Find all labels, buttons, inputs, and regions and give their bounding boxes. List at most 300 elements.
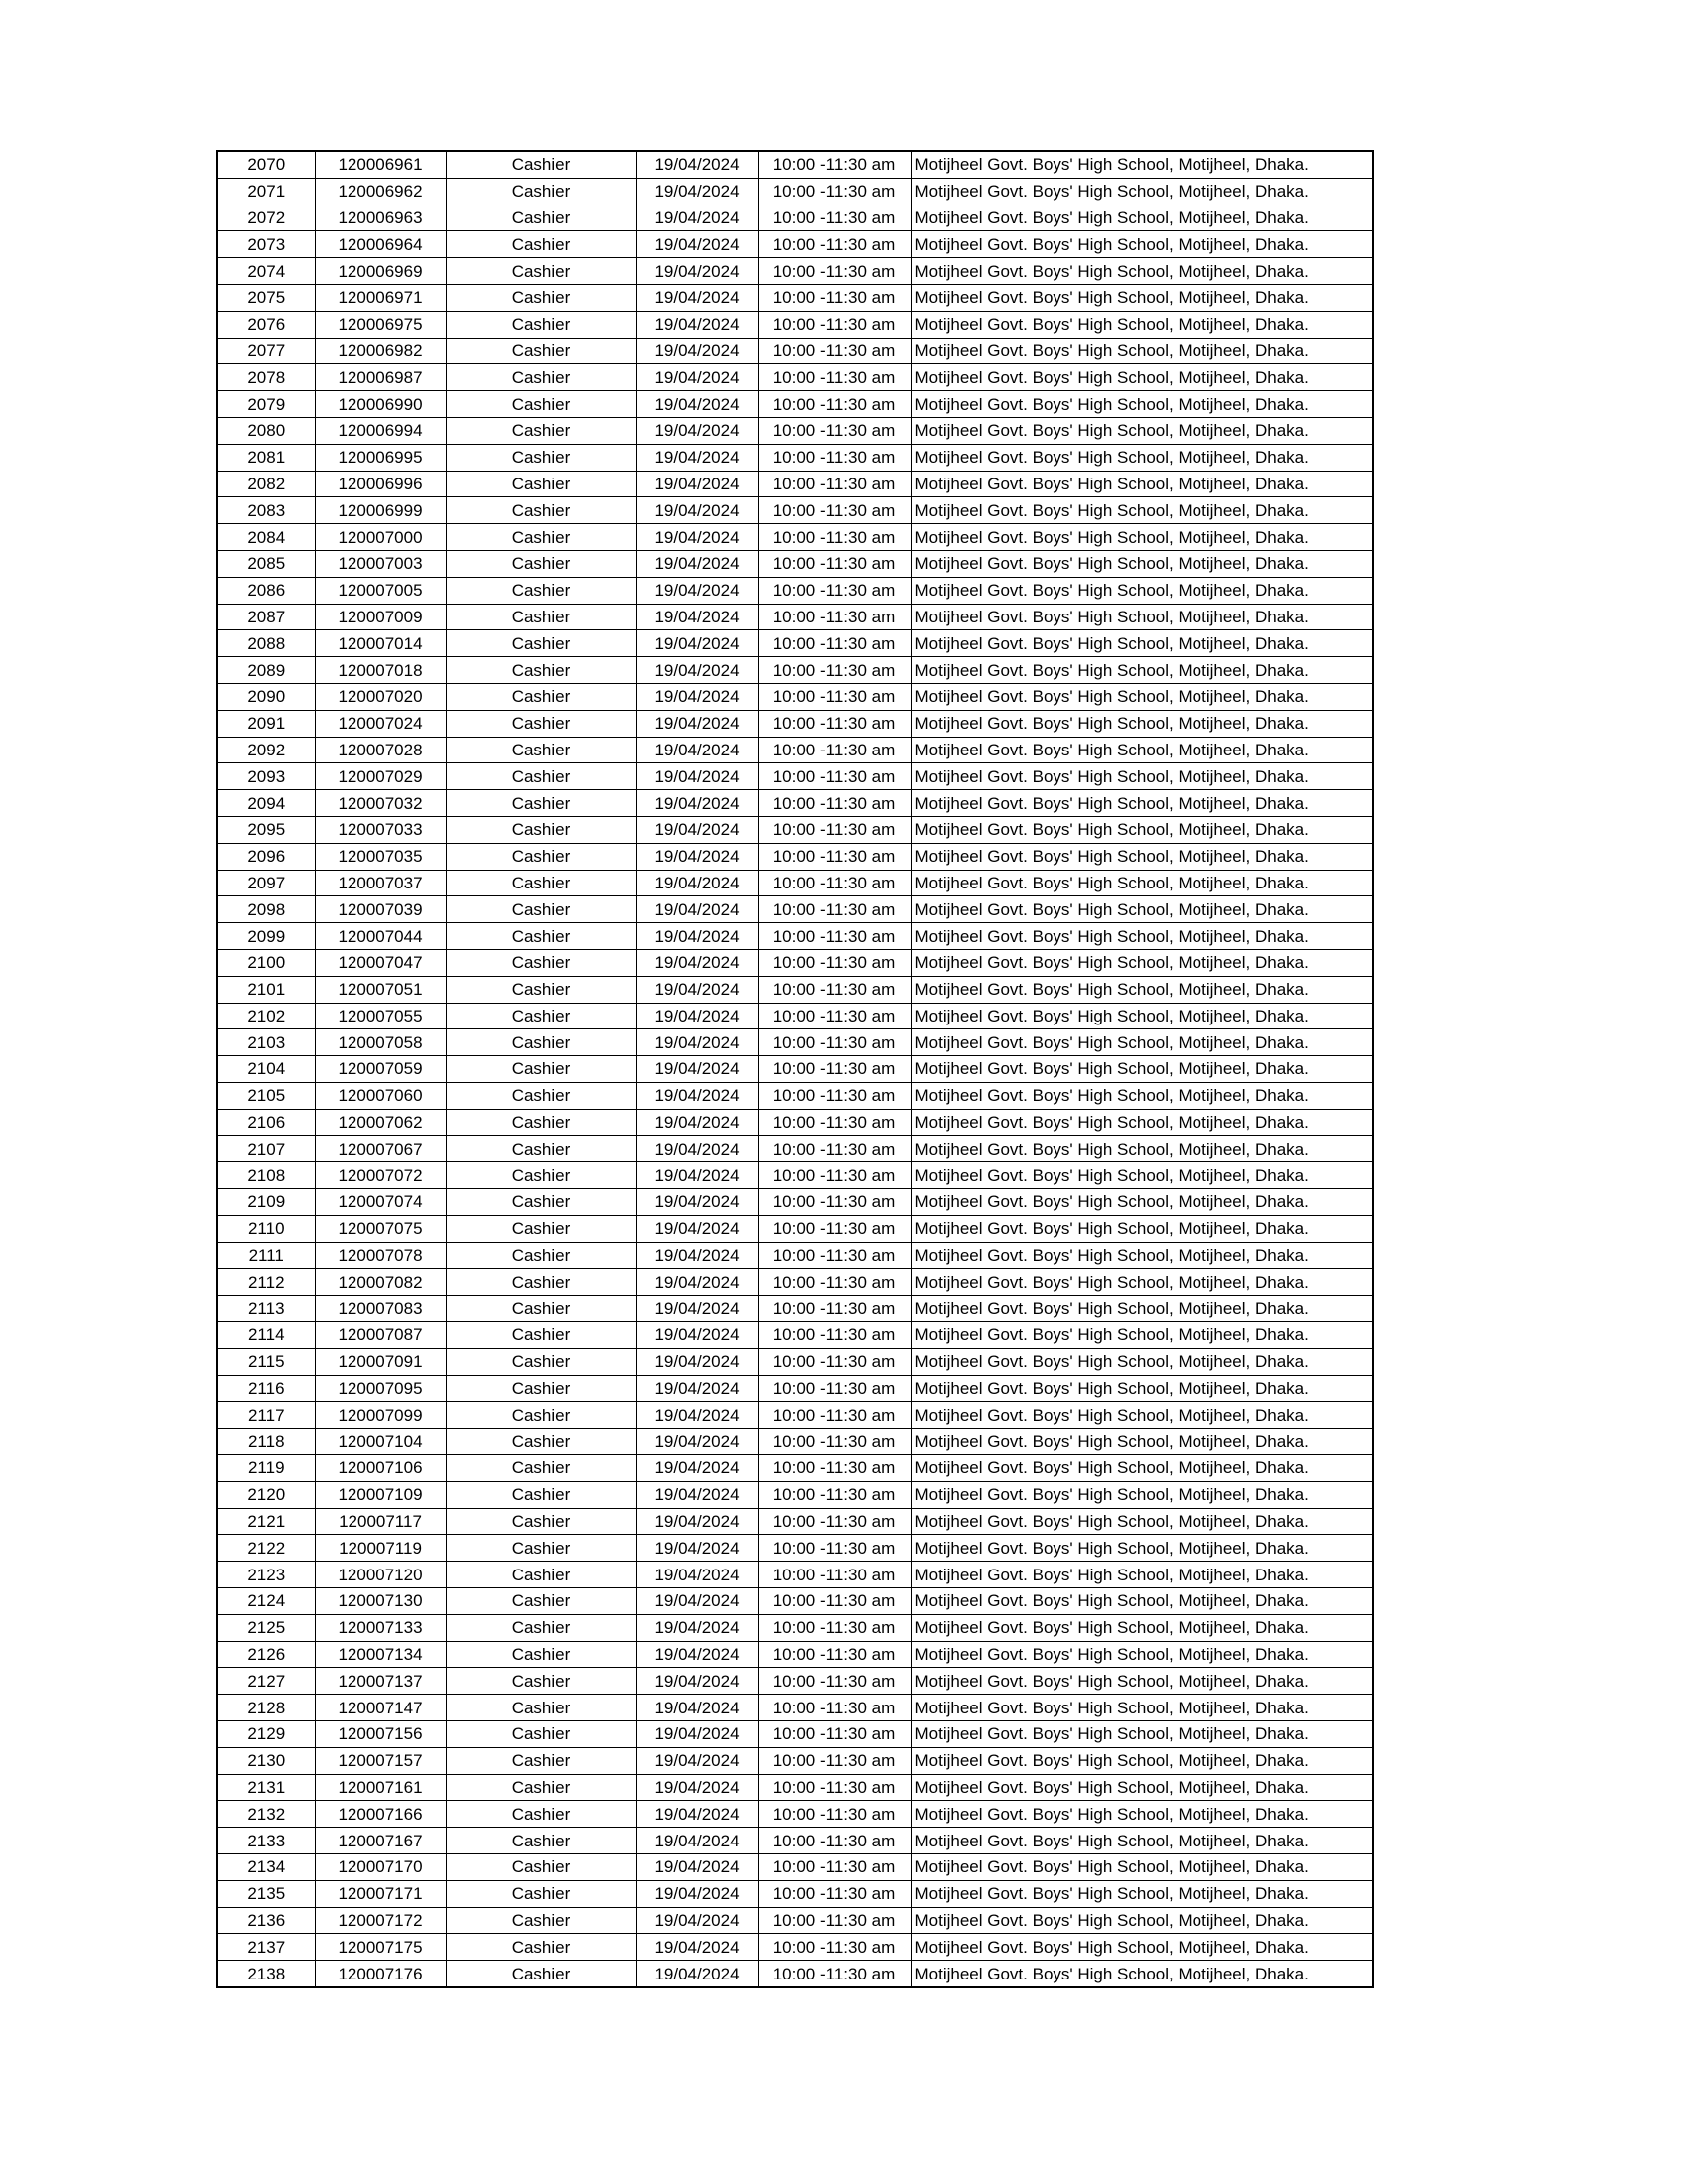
serial-cell: 2088 [217, 630, 315, 657]
post-name-cell: Cashier [446, 737, 636, 763]
exam-venue-cell: Motijheel Govt. Boys' High School, Motijheel, Dhaka. [911, 949, 1373, 976]
exam-date-cell: 19/04/2024 [636, 417, 758, 444]
exam-time-cell: 10:00 -11:30 am [758, 976, 911, 1003]
exam-time-cell: 10:00 -11:30 am [758, 391, 911, 418]
post-name-cell: Cashier [446, 1907, 636, 1934]
serial-cell: 2121 [217, 1508, 315, 1535]
exam-time-cell: 10:00 -11:30 am [758, 151, 911, 178]
roll-number-cell: 120006987 [315, 364, 446, 391]
roll-number-cell: 120007044 [315, 923, 446, 950]
roll-number-cell: 120007024 [315, 710, 446, 737]
roll-number-cell: 120007072 [315, 1162, 446, 1189]
exam-venue-cell: Motijheel Govt. Boys' High School, Motijheel, Dhaka. [911, 1854, 1373, 1881]
exam-venue-cell: Motijheel Govt. Boys' High School, Motijheel, Dhaka. [911, 1774, 1373, 1801]
table-row [217, 1961, 1373, 1987]
exam-time-cell: 10:00 -11:30 am [758, 1828, 911, 1854]
exam-time-cell: 10:00 -11:30 am [758, 870, 911, 896]
exam-venue-cell: Motijheel Govt. Boys' High School, Motijheel, Dhaka. [911, 471, 1373, 497]
post-name-cell: Cashier [446, 524, 636, 551]
serial-cell: 2102 [217, 1003, 315, 1029]
table-row [217, 1854, 1373, 1881]
exam-date-cell: 19/04/2024 [636, 1614, 758, 1641]
post-name-cell: Cashier [446, 1242, 636, 1269]
serial-cell: 2108 [217, 1162, 315, 1189]
table-row [217, 311, 1373, 338]
roll-number-cell: 120006975 [315, 311, 446, 338]
post-name-cell: Cashier [446, 1614, 636, 1641]
table-row [217, 1056, 1373, 1083]
serial-cell: 2095 [217, 816, 315, 843]
exam-time-cell: 10:00 -11:30 am [758, 205, 911, 231]
table-row [217, 1215, 1373, 1242]
roll-number-cell: 120007035 [315, 843, 446, 870]
post-name-cell: Cashier [446, 391, 636, 418]
serial-cell: 2094 [217, 790, 315, 817]
exam-venue-cell: Motijheel Govt. Boys' High School, Motijheel, Dhaka. [911, 923, 1373, 950]
exam-time-cell: 10:00 -11:30 am [758, 657, 911, 684]
table-row [217, 1774, 1373, 1801]
exam-date-cell: 19/04/2024 [636, 338, 758, 364]
exam-date-cell: 19/04/2024 [636, 205, 758, 231]
post-name-cell: Cashier [446, 1402, 636, 1429]
roll-number-cell: 120007083 [315, 1296, 446, 1322]
exam-venue-cell: Motijheel Govt. Boys' High School, Motijheel, Dhaka. [911, 1082, 1373, 1109]
exam-date-cell: 19/04/2024 [636, 1774, 758, 1801]
table-row [217, 1375, 1373, 1402]
exam-date-cell: 19/04/2024 [636, 1003, 758, 1029]
table-row [217, 1562, 1373, 1588]
roll-number-cell: 120007051 [315, 976, 446, 1003]
roll-number-cell: 120007156 [315, 1721, 446, 1748]
post-name-cell: Cashier [446, 284, 636, 311]
serial-cell: 2125 [217, 1614, 315, 1641]
exam-time-cell: 10:00 -11:30 am [758, 577, 911, 604]
exam-time-cell: 10:00 -11:30 am [758, 1641, 911, 1668]
exam-date-cell: 19/04/2024 [636, 657, 758, 684]
exam-venue-cell: Motijheel Govt. Boys' High School, Motijheel, Dhaka. [911, 417, 1373, 444]
exam-time-cell: 10:00 -11:30 am [758, 816, 911, 843]
serial-cell: 2111 [217, 1242, 315, 1269]
table-row [217, 1668, 1373, 1695]
exam-date-cell: 19/04/2024 [636, 1668, 758, 1695]
post-name-cell: Cashier [446, 1774, 636, 1801]
exam-date-cell: 19/04/2024 [636, 843, 758, 870]
serial-cell: 2126 [217, 1641, 315, 1668]
post-name-cell: Cashier [446, 1322, 636, 1349]
exam-date-cell: 19/04/2024 [636, 737, 758, 763]
roll-number-cell: 120007095 [315, 1375, 446, 1402]
exam-date-cell: 19/04/2024 [636, 1961, 758, 1987]
exam-venue-cell: Motijheel Govt. Boys' High School, Motijheel, Dhaka. [911, 1162, 1373, 1189]
exam-date-cell: 19/04/2024 [636, 1588, 758, 1615]
serial-cell: 2082 [217, 471, 315, 497]
roll-number-cell: 120007032 [315, 790, 446, 817]
exam-time-cell: 10:00 -11:30 am [758, 258, 911, 285]
table-row [217, 364, 1373, 391]
exam-date-cell: 19/04/2024 [636, 1695, 758, 1721]
exam-date-cell: 19/04/2024 [636, 444, 758, 471]
exam-time-cell: 10:00 -11:30 am [758, 1508, 911, 1535]
exam-venue-cell: Motijheel Govt. Boys' High School, Motijheel, Dhaka. [911, 1747, 1373, 1774]
post-name-cell: Cashier [446, 1747, 636, 1774]
exam-date-cell: 19/04/2024 [636, 284, 758, 311]
serial-cell: 2137 [217, 1934, 315, 1961]
exam-date-cell: 19/04/2024 [636, 949, 758, 976]
post-name-cell: Cashier [446, 657, 636, 684]
exam-date-cell: 19/04/2024 [636, 577, 758, 604]
exam-date-cell: 19/04/2024 [636, 1562, 758, 1588]
exam-time-cell: 10:00 -11:30 am [758, 1429, 911, 1455]
exam-venue-cell: Motijheel Govt. Boys' High School, Motijheel, Dhaka. [911, 311, 1373, 338]
exam-venue-cell: Motijheel Govt. Boys' High School, Motijheel, Dhaka. [911, 683, 1373, 710]
exam-venue-cell: Motijheel Govt. Boys' High School, Motijheel, Dhaka. [911, 1695, 1373, 1721]
exam-time-cell: 10:00 -11:30 am [758, 737, 911, 763]
table-row [217, 205, 1373, 231]
exam-date-cell: 19/04/2024 [636, 1215, 758, 1242]
exam-date-cell: 19/04/2024 [636, 258, 758, 285]
exam-time-cell: 10:00 -11:30 am [758, 604, 911, 630]
exam-time-cell: 10:00 -11:30 am [758, 1162, 911, 1189]
exam-time-cell: 10:00 -11:30 am [758, 1189, 911, 1216]
roll-number-cell: 120007067 [315, 1136, 446, 1162]
post-name-cell: Cashier [446, 364, 636, 391]
roll-number-cell: 120007018 [315, 657, 446, 684]
exam-time-cell: 10:00 -11:30 am [758, 231, 911, 258]
serial-cell: 2104 [217, 1056, 315, 1083]
post-name-cell: Cashier [446, 1695, 636, 1721]
table-row [217, 604, 1373, 630]
exam-venue-cell: Motijheel Govt. Boys' High School, Motijheel, Dhaka. [911, 1429, 1373, 1455]
post-name-cell: Cashier [446, 1961, 636, 1987]
exam-venue-cell: Motijheel Govt. Boys' High School, Motijheel, Dhaka. [911, 1721, 1373, 1748]
roll-number-cell: 120007028 [315, 737, 446, 763]
exam-time-cell: 10:00 -11:30 am [758, 1003, 911, 1029]
table-row [217, 1242, 1373, 1269]
table-row [217, 1296, 1373, 1322]
serial-cell: 2112 [217, 1269, 315, 1296]
serial-cell: 2135 [217, 1880, 315, 1907]
roll-number-cell: 120007133 [315, 1614, 446, 1641]
roll-number-cell: 120007170 [315, 1854, 446, 1881]
exam-time-cell: 10:00 -11:30 am [758, 1562, 911, 1588]
exam-venue-cell: Motijheel Govt. Boys' High School, Motijheel, Dhaka. [911, 1348, 1373, 1375]
roll-number-cell: 120007062 [315, 1109, 446, 1136]
roll-number-cell: 120006961 [315, 151, 446, 178]
roll-number-cell: 120006995 [315, 444, 446, 471]
serial-cell: 2133 [217, 1828, 315, 1854]
post-name-cell: Cashier [446, 763, 636, 790]
serial-cell: 2085 [217, 550, 315, 577]
serial-cell: 2136 [217, 1907, 315, 1934]
post-name-cell: Cashier [446, 417, 636, 444]
roll-number-cell: 120007137 [315, 1668, 446, 1695]
exam-venue-cell: Motijheel Govt. Boys' High School, Motijheel, Dhaka. [911, 205, 1373, 231]
exam-time-cell: 10:00 -11:30 am [758, 790, 911, 817]
roll-number-cell: 120007106 [315, 1455, 446, 1482]
table-row [217, 391, 1373, 418]
roll-number-cell: 120007047 [315, 949, 446, 976]
roll-number-cell: 120007020 [315, 683, 446, 710]
post-name-cell: Cashier [446, 1136, 636, 1162]
post-name-cell: Cashier [446, 1801, 636, 1828]
exam-date-cell: 19/04/2024 [636, 1348, 758, 1375]
exam-time-cell: 10:00 -11:30 am [758, 1056, 911, 1083]
serial-cell: 2103 [217, 1029, 315, 1056]
table-row [217, 1641, 1373, 1668]
serial-cell: 2072 [217, 205, 315, 231]
exam-venue-cell: Motijheel Govt. Boys' High School, Motijheel, Dhaka. [911, 258, 1373, 285]
serial-cell: 2118 [217, 1429, 315, 1455]
serial-cell: 2132 [217, 1801, 315, 1828]
exam-date-cell: 19/04/2024 [636, 1934, 758, 1961]
exam-venue-cell: Motijheel Govt. Boys' High School, Motijheel, Dhaka. [911, 604, 1373, 630]
post-name-cell: Cashier [446, 816, 636, 843]
exam-date-cell: 19/04/2024 [636, 550, 758, 577]
exam-date-cell: 19/04/2024 [636, 976, 758, 1003]
table-row [217, 524, 1373, 551]
post-name-cell: Cashier [446, 870, 636, 896]
serial-cell: 2124 [217, 1588, 315, 1615]
post-name-cell: Cashier [446, 1162, 636, 1189]
exam-venue-cell: Motijheel Govt. Boys' High School, Motijheel, Dhaka. [911, 1455, 1373, 1482]
serial-cell: 2097 [217, 870, 315, 896]
roll-number-cell: 120006999 [315, 497, 446, 524]
exam-venue-cell: Motijheel Govt. Boys' High School, Motijheel, Dhaka. [911, 577, 1373, 604]
exam-date-cell: 19/04/2024 [636, 364, 758, 391]
post-name-cell: Cashier [446, 1641, 636, 1668]
post-name-cell: Cashier [446, 550, 636, 577]
serial-cell: 2090 [217, 683, 315, 710]
roll-number-cell: 120007134 [315, 1641, 446, 1668]
serial-cell: 2134 [217, 1854, 315, 1881]
exam-date-cell: 19/04/2024 [636, 1535, 758, 1562]
exam-venue-cell: Motijheel Govt. Boys' High School, Motijheel, Dhaka. [911, 1508, 1373, 1535]
exam-time-cell: 10:00 -11:30 am [758, 417, 911, 444]
roll-number-cell: 120007091 [315, 1348, 446, 1375]
exam-venue-cell: Motijheel Govt. Boys' High School, Motijheel, Dhaka. [911, 231, 1373, 258]
exam-date-cell: 19/04/2024 [636, 1747, 758, 1774]
post-name-cell: Cashier [446, 205, 636, 231]
roll-number-cell: 120006962 [315, 178, 446, 205]
exam-time-cell: 10:00 -11:30 am [758, 338, 911, 364]
exam-date-cell: 19/04/2024 [636, 1375, 758, 1402]
exam-date-cell: 19/04/2024 [636, 1907, 758, 1934]
post-name-cell: Cashier [446, 710, 636, 737]
table-row [217, 763, 1373, 790]
table-row [217, 1029, 1373, 1056]
serial-cell: 2070 [217, 151, 315, 178]
roll-number-cell: 120007119 [315, 1535, 446, 1562]
post-name-cell: Cashier [446, 444, 636, 471]
roll-number-cell: 120006982 [315, 338, 446, 364]
exam-date-cell: 19/04/2024 [636, 1481, 758, 1508]
exam-time-cell: 10:00 -11:30 am [758, 1029, 911, 1056]
serial-cell: 2100 [217, 949, 315, 976]
exam-time-cell: 10:00 -11:30 am [758, 471, 911, 497]
serial-cell: 2084 [217, 524, 315, 551]
exam-date-cell: 19/04/2024 [636, 391, 758, 418]
roll-number-cell: 120007117 [315, 1508, 446, 1535]
post-name-cell: Cashier [446, 630, 636, 657]
post-name-cell: Cashier [446, 604, 636, 630]
roll-number-cell: 120007074 [315, 1189, 446, 1216]
exam-venue-cell: Motijheel Govt. Boys' High School, Motijheel, Dhaka. [911, 550, 1373, 577]
roll-number-cell: 120007029 [315, 763, 446, 790]
serial-cell: 2099 [217, 923, 315, 950]
exam-schedule-table [216, 150, 1374, 1988]
exam-venue-cell: Motijheel Govt. Boys' High School, Motijheel, Dhaka. [911, 497, 1373, 524]
table-row [217, 657, 1373, 684]
exam-venue-cell: Motijheel Govt. Boys' High School, Motijheel, Dhaka. [911, 1907, 1373, 1934]
table-row [217, 843, 1373, 870]
post-name-cell: Cashier [446, 311, 636, 338]
exam-venue-cell: Motijheel Govt. Boys' High School, Motijheel, Dhaka. [911, 1880, 1373, 1907]
serial-cell: 2092 [217, 737, 315, 763]
serial-cell: 2076 [217, 311, 315, 338]
table-row [217, 1614, 1373, 1641]
roll-number-cell: 120007120 [315, 1562, 446, 1588]
roll-number-cell: 120007172 [315, 1907, 446, 1934]
serial-cell: 2086 [217, 577, 315, 604]
roll-number-cell: 120006994 [315, 417, 446, 444]
roll-number-cell: 120007037 [315, 870, 446, 896]
exam-date-cell: 19/04/2024 [636, 870, 758, 896]
table-row [217, 444, 1373, 471]
roll-number-cell: 120006963 [315, 205, 446, 231]
exam-time-cell: 10:00 -11:30 am [758, 497, 911, 524]
post-name-cell: Cashier [446, 1721, 636, 1748]
table-row [217, 1535, 1373, 1562]
exam-time-cell: 10:00 -11:30 am [758, 1322, 911, 1349]
roll-number-cell: 120007176 [315, 1961, 446, 1987]
table-row [217, 923, 1373, 950]
roll-number-cell: 120007104 [315, 1429, 446, 1455]
exam-date-cell: 19/04/2024 [636, 151, 758, 178]
exam-time-cell: 10:00 -11:30 am [758, 1934, 911, 1961]
serial-cell: 2127 [217, 1668, 315, 1695]
post-name-cell: Cashier [446, 1348, 636, 1375]
exam-time-cell: 10:00 -11:30 am [758, 1242, 911, 1269]
roll-number-cell: 120007171 [315, 1880, 446, 1907]
exam-date-cell: 19/04/2024 [636, 1109, 758, 1136]
post-name-cell: Cashier [446, 1588, 636, 1615]
serial-cell: 2110 [217, 1215, 315, 1242]
serial-cell: 2128 [217, 1695, 315, 1721]
serial-cell: 2116 [217, 1375, 315, 1402]
exam-date-cell: 19/04/2024 [636, 471, 758, 497]
table-row [217, 1402, 1373, 1429]
table-row [217, 1109, 1373, 1136]
exam-date-cell: 19/04/2024 [636, 710, 758, 737]
post-name-cell: Cashier [446, 1880, 636, 1907]
serial-cell: 2117 [217, 1402, 315, 1429]
exam-time-cell: 10:00 -11:30 am [758, 1269, 911, 1296]
exam-time-cell: 10:00 -11:30 am [758, 178, 911, 205]
table-row [217, 1747, 1373, 1774]
exam-time-cell: 10:00 -11:30 am [758, 1296, 911, 1322]
exam-date-cell: 19/04/2024 [636, 763, 758, 790]
roll-number-cell: 120007082 [315, 1269, 446, 1296]
roll-number-cell: 120007033 [315, 816, 446, 843]
post-name-cell: Cashier [446, 338, 636, 364]
post-name-cell: Cashier [446, 683, 636, 710]
roll-number-cell: 120007059 [315, 1056, 446, 1083]
exam-date-cell: 19/04/2024 [636, 1056, 758, 1083]
exam-date-cell: 19/04/2024 [636, 1269, 758, 1296]
roll-number-cell: 120007099 [315, 1402, 446, 1429]
exam-date-cell: 19/04/2024 [636, 896, 758, 923]
exam-venue-cell: Motijheel Govt. Boys' High School, Motijheel, Dhaka. [911, 391, 1373, 418]
table-row [217, 471, 1373, 497]
exam-date-cell: 19/04/2024 [636, 1828, 758, 1854]
post-name-cell: Cashier [446, 471, 636, 497]
exam-time-cell: 10:00 -11:30 am [758, 1375, 911, 1402]
exam-venue-cell: Motijheel Govt. Boys' High School, Motijheel, Dhaka. [911, 1961, 1373, 1987]
post-name-cell: Cashier [446, 896, 636, 923]
post-name-cell: Cashier [446, 1082, 636, 1109]
exam-time-cell: 10:00 -11:30 am [758, 1614, 911, 1641]
exam-time-cell: 10:00 -11:30 am [758, 949, 911, 976]
table-row [217, 1003, 1373, 1029]
exam-time-cell: 10:00 -11:30 am [758, 1668, 911, 1695]
table-row [217, 577, 1373, 604]
serial-cell: 2083 [217, 497, 315, 524]
exam-venue-cell: Motijheel Govt. Boys' High School, Motijheel, Dhaka. [911, 1562, 1373, 1588]
roll-number-cell: 120007005 [315, 577, 446, 604]
post-name-cell: Cashier [446, 1481, 636, 1508]
post-name-cell: Cashier [446, 178, 636, 205]
post-name-cell: Cashier [446, 577, 636, 604]
exam-date-cell: 19/04/2024 [636, 1880, 758, 1907]
exam-venue-cell: Motijheel Govt. Boys' High School, Motijheel, Dhaka. [911, 1828, 1373, 1854]
exam-date-cell: 19/04/2024 [636, 1641, 758, 1668]
exam-venue-cell: Motijheel Govt. Boys' High School, Motijheel, Dhaka. [911, 710, 1373, 737]
exam-date-cell: 19/04/2024 [636, 630, 758, 657]
exam-date-cell: 19/04/2024 [636, 1508, 758, 1535]
exam-time-cell: 10:00 -11:30 am [758, 1535, 911, 1562]
exam-venue-cell: Motijheel Govt. Boys' High School, Motijheel, Dhaka. [911, 284, 1373, 311]
exam-venue-cell: Motijheel Govt. Boys' High School, Motijheel, Dhaka. [911, 1003, 1373, 1029]
serial-cell: 2071 [217, 178, 315, 205]
post-name-cell: Cashier [446, 1269, 636, 1296]
exam-date-cell: 19/04/2024 [636, 816, 758, 843]
exam-date-cell: 19/04/2024 [636, 1242, 758, 1269]
exam-time-cell: 10:00 -11:30 am [758, 630, 911, 657]
table-row [217, 1189, 1373, 1216]
serial-cell: 2122 [217, 1535, 315, 1562]
post-name-cell: Cashier [446, 976, 636, 1003]
post-name-cell: Cashier [446, 1429, 636, 1455]
post-name-cell: Cashier [446, 1854, 636, 1881]
post-name-cell: Cashier [446, 1934, 636, 1961]
roll-number-cell: 120007009 [315, 604, 446, 630]
serial-cell: 2098 [217, 896, 315, 923]
exam-time-cell: 10:00 -11:30 am [758, 1801, 911, 1828]
exam-time-cell: 10:00 -11:30 am [758, 1082, 911, 1109]
table-row [217, 1481, 1373, 1508]
serial-cell: 2106 [217, 1109, 315, 1136]
post-name-cell: Cashier [446, 258, 636, 285]
exam-time-cell: 10:00 -11:30 am [758, 1854, 911, 1881]
exam-venue-cell: Motijheel Govt. Boys' High School, Motijheel, Dhaka. [911, 976, 1373, 1003]
exam-time-cell: 10:00 -11:30 am [758, 524, 911, 551]
exam-venue-cell: Motijheel Govt. Boys' High School, Motijheel, Dhaka. [911, 1934, 1373, 1961]
post-name-cell: Cashier [446, 1455, 636, 1482]
exam-venue-cell: Motijheel Govt. Boys' High School, Motijheel, Dhaka. [911, 737, 1373, 763]
table-row [217, 497, 1373, 524]
roll-number-cell: 120007130 [315, 1588, 446, 1615]
table-row [217, 870, 1373, 896]
